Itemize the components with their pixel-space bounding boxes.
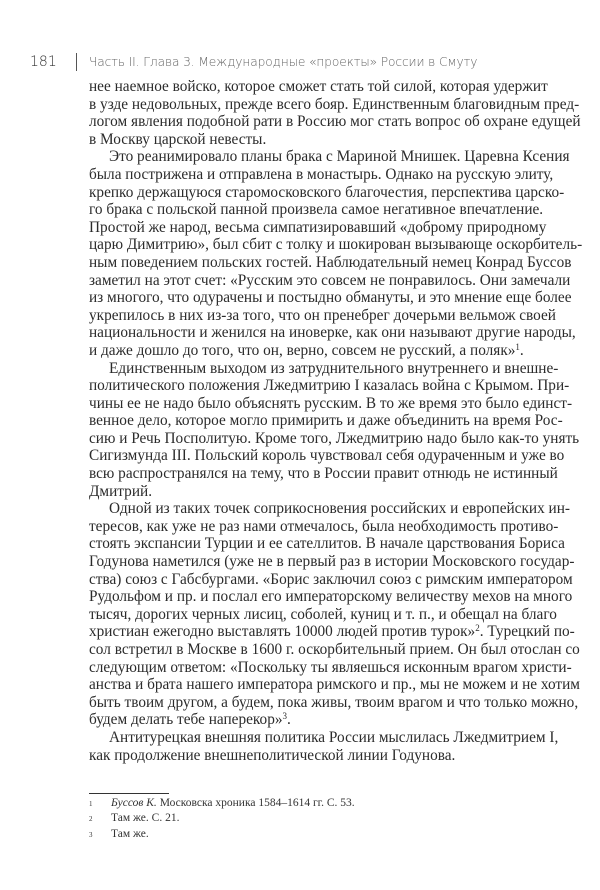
line-text: нее наемное войско, которое сможет стать той силой, которая удержит [89, 78, 548, 95]
line-text: тересов, как уже не раз нами отмечалось, была необходимость противо- [89, 517, 559, 535]
body-text [89, 78, 583, 764]
line-text: всю распространялся на тему, что в России правит отнюдь не истинный [89, 465, 558, 483]
line-text: из многого, что одурачены и постыдно обмануты, и это мнение еще более [89, 289, 572, 307]
text-line [89, 447, 565, 465]
text-line [89, 465, 558, 483]
text-line [89, 728, 559, 747]
line-text: царю Димитрию», был сбит с толку и шокирован вызывающе оскорбитель- [89, 236, 583, 254]
line-text: тысяч, дорогих черных лисиц, соболей, куниц и т. п., и обещал на благо [89, 605, 557, 623]
text-line [89, 131, 543, 149]
line-text: как продолжение внешнеполитической линии Годунова. [89, 746, 456, 764]
text-line [89, 289, 572, 307]
footnote-text: Там же. С. 21. [111, 812, 180, 825]
line-text-after: . [519, 341, 524, 359]
footnote-ref[interactable]: 2 [475, 623, 480, 634]
line-text: христиан ежегодно выставлять 10000 людей против турок» [89, 623, 476, 641]
line-text: чины ее не надо было объяснять русским. В то же время это было единст- [89, 394, 573, 412]
text-line [89, 165, 554, 184]
text-line [89, 711, 543, 729]
text-line [89, 253, 572, 272]
line-text: го брака с польской панной произвела самое негативное впечатление. [89, 201, 544, 219]
text-line [89, 271, 571, 290]
header-divider [76, 53, 77, 71]
footnote-number: 2 [89, 815, 93, 824]
footnote [89, 811, 355, 826]
footnote-text: Там же. [111, 827, 149, 840]
line-text: Годунова наметился (уже не в первый раз в истории Московского государ- [89, 553, 575, 571]
line-text: будем делать тебе наперекор» [89, 711, 283, 729]
line-text: Рудольфом и пр. и послал его императорскому величеству мехов на много [89, 588, 573, 606]
line-text-after: . [287, 711, 291, 729]
line-text: быть твоим другом, а будем, пока живы, твоим врагом и что только можно, [89, 693, 579, 711]
line-text: сию и Речь Посполитую. Кроме того, Лжедмитрию надо было как-то унять [89, 429, 580, 447]
footnotes [89, 796, 355, 842]
footnote [89, 796, 355, 811]
line-text: укрепилось в них из-за того, что он пренебрег дочерьми вельмож своей [89, 306, 556, 324]
text-line [89, 306, 556, 325]
text-line [89, 412, 563, 430]
text-line [89, 95, 580, 114]
line-text: Сигизмунда III. Польский король чувствовал себя одураченным и уже во [89, 447, 565, 465]
text-line [89, 359, 559, 378]
line-text: в узде недовольных, прежде всего бояр. Единственным благовидным пред- [89, 95, 580, 113]
text-line [89, 500, 571, 518]
line-text: крепко держащуюся старомосковского благочестия, перспектива царско- [89, 183, 565, 201]
text-line [89, 641, 580, 659]
text-line [89, 605, 557, 624]
line-text: Дмитрий. [89, 482, 153, 500]
text-line [89, 183, 565, 202]
text-line [89, 148, 570, 166]
text-line [89, 324, 576, 342]
running-header [30, 52, 477, 72]
text-line [89, 747, 543, 765]
text-line [89, 377, 570, 395]
footnote-number: 1 [89, 800, 93, 808]
line-text: следующим ответом: «Поскольку ты являешься исконным врагом христи- [89, 658, 572, 676]
line-text-after: . Турецкий по- [479, 623, 575, 641]
line-text: ства) союз с Габсбургами. «Борис заключил союз с римским императором [89, 570, 573, 588]
text-line [89, 429, 580, 448]
line-text: Это реанимировало планы брака с Мариной Мнишек. Царевна Ксения [109, 148, 570, 166]
line-text: была пострижена и отправлена в монастырь. Однако на русскую элиту, [89, 165, 554, 183]
text-line [89, 483, 543, 501]
text-line [89, 517, 559, 536]
footnote [89, 827, 355, 842]
text-line [89, 394, 573, 413]
line-text: заметил на этот счет: «Русским это совсем не понравилось. Они замечали [89, 271, 571, 289]
text-line [89, 623, 575, 641]
line-text: сол встретил в Москве в 1600 г. оскорбительный прием. Он был отослан со [89, 641, 580, 658]
running-title: Часть II. Глава 3. Международные «проекты» России в Смуту [89, 55, 478, 69]
footnote-number: 3 [89, 830, 93, 839]
line-text: политического положения Лжедмитрию I казалась война с Крымом. При- [89, 377, 570, 395]
text-line [89, 218, 547, 237]
footnote-rule [89, 793, 169, 794]
line-text: Одной из таких точек соприкосновения российских и европейских ин- [109, 500, 571, 518]
line-text: логом явления подобной рати в Россию мог стать вопрос об охране едущей [89, 113, 581, 131]
line-text: Единственным выходом из затруднительного внутреннего и внешне- [109, 359, 559, 377]
line-text: стоять экспансии Турции и ее сателлитов. В начале царствования Бориса [89, 535, 565, 553]
line-text: и даже дошло до того, что он, верно, совсем не русский, а поляк» [89, 341, 516, 359]
text-line [89, 236, 583, 254]
footnote-author: Буссов К. [111, 797, 157, 809]
text-line [89, 535, 565, 553]
text-line [89, 570, 573, 589]
text-line [89, 553, 575, 571]
line-text: Антитурецкая внешняя политика России мыслилась Лжедмитрием I, [109, 728, 559, 746]
text-line [89, 588, 573, 606]
text-line [89, 78, 548, 96]
footnote-ref[interactable]: 1 [515, 341, 520, 352]
text-line [89, 658, 572, 677]
page-number: 181 [30, 54, 57, 70]
text-line [89, 113, 581, 131]
footnote-ref[interactable]: 3 [282, 711, 288, 722]
text-line [89, 676, 580, 694]
line-text: ным поведением польских гостей. Наблюдательный немец Конрад Буссов [89, 253, 572, 271]
line-text: венное дело, которое могло примирить и даже объединить на время Рос- [89, 412, 563, 430]
line-text: Простой же народ, весьма симпатизировавший «доброму природному [89, 218, 547, 236]
line-text: в Москву царской невесты. [89, 130, 267, 148]
line-text: национальности и женился на иноверке, как они называют другие народы, [89, 324, 576, 342]
line-text: анства и брата нашего императора римского и пр., мы не можем и не хотим [89, 676, 580, 694]
footnote-text: Московска хроника 1584–1614 гг. С. 53. [156, 797, 355, 809]
text-line [89, 342, 543, 360]
text-line [89, 693, 579, 712]
text-line [89, 201, 543, 219]
